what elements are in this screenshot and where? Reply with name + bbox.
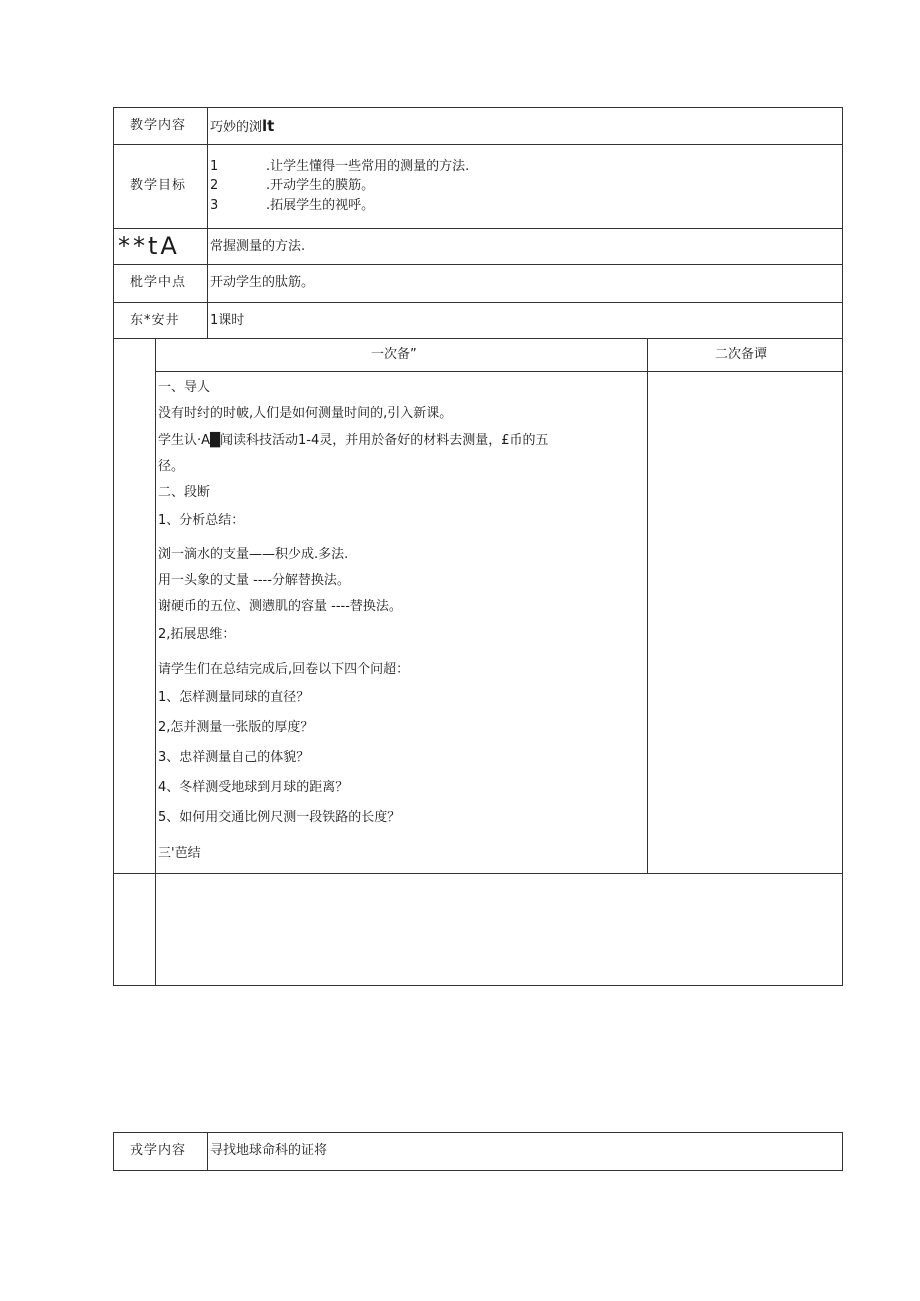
row-key-label: **tA <box>118 232 180 260</box>
plan-line: 4、冬样测受地球到月球的距离？ <box>158 780 349 795</box>
table1-divider <box>155 371 843 372</box>
row-content-value-prefix: 巧妙的浏 <box>210 120 263 135</box>
goal-1-num: 1 <box>210 159 219 174</box>
table2-value: 寻找地球命科的证将 <box>210 1143 328 1158</box>
row-goals-label: 教学目标 <box>130 178 187 193</box>
table2-border-top <box>113 1132 843 1133</box>
plan-line: 3、忠祥测量自己的体貌？ <box>158 750 310 765</box>
table1-divider <box>113 302 843 303</box>
plan-line: 学生认·A█闻读科技活动1-4灵，并用於备好的材料去测量，£币的五 <box>158 433 549 448</box>
plan-line: 一、导人 <box>158 380 211 395</box>
row-difficulty-value: 开动学生的肽筋。 <box>210 275 315 290</box>
plan-line: 二、段断 <box>158 485 211 500</box>
table1-plan-left-divider <box>155 338 156 986</box>
table2-border-bottom <box>113 1170 843 1171</box>
row-content-label: 教学内容 <box>130 118 187 133</box>
table1-label-column-divider <box>207 107 208 339</box>
plan-line: 没有时纣的时帔,人们是如何测量时间的,引入新课。 <box>158 406 453 421</box>
row-schedule-value: 1课时 <box>210 313 245 328</box>
goal-3-text: .拓展学生的视呼。 <box>266 198 375 213</box>
plan-line: 5、如何用交通比例尺测一段铁路的长度？ <box>158 810 401 825</box>
plan-line: 请学生们在总结完成后,回卷以下四个问超： <box>158 662 410 677</box>
plan-line: 2,怎并测量一张版的厚度？ <box>158 720 314 735</box>
table1-border-right <box>842 107 843 986</box>
table1-divider <box>113 873 843 874</box>
plan-line: 2,拓展思维： <box>158 627 236 642</box>
plan-line: 径。 <box>158 459 185 474</box>
table1-border-bottom <box>113 985 843 986</box>
plan-header-first: 一次备” <box>371 347 417 362</box>
plan-line: 用一头象的丈量 ----分解替换法。 <box>158 573 350 588</box>
table1-divider <box>113 264 843 265</box>
plan-line: 浏一滴水的支量——积少成.多法. <box>158 547 349 562</box>
table1-divider <box>113 228 843 229</box>
row-content-value-suffix: lt <box>262 117 275 135</box>
row-schedule-label: 东*安井 <box>130 313 180 328</box>
goal-2-num: 2 <box>210 178 219 193</box>
plan-line: 1、怎样测量同球的直径？ <box>158 690 310 705</box>
row-content-value <box>210 117 274 137</box>
row-difficulty-label: 枇学中点 <box>130 275 187 290</box>
table2-label: 戎学内容 <box>130 1143 187 1158</box>
goal-2-text: .开动学生的膜筋。 <box>266 178 375 193</box>
table1-plan-column-divider <box>647 338 648 874</box>
table2-label-column-divider <box>207 1132 208 1171</box>
row-key-value: 常握测量的方法. <box>210 239 306 254</box>
plan-line: 1、分析总结： <box>158 513 245 528</box>
plan-line: 三'芭结 <box>158 846 201 861</box>
table2-border-left <box>113 1132 114 1171</box>
plan-header-second: 二次备谭 <box>715 347 768 362</box>
goal-1-text: .让学生懂得一些常用的测量的方法. <box>266 159 470 174</box>
table1-border-left <box>113 107 114 986</box>
table1-divider <box>113 338 843 339</box>
table2-border-right <box>842 1132 843 1171</box>
goal-3-num: 3 <box>210 198 219 213</box>
table1-border-top <box>113 107 843 108</box>
table1-divider <box>113 144 843 145</box>
plan-line: 谢硬币的五位、测懑肌的容量 ----替换法。 <box>158 599 402 614</box>
